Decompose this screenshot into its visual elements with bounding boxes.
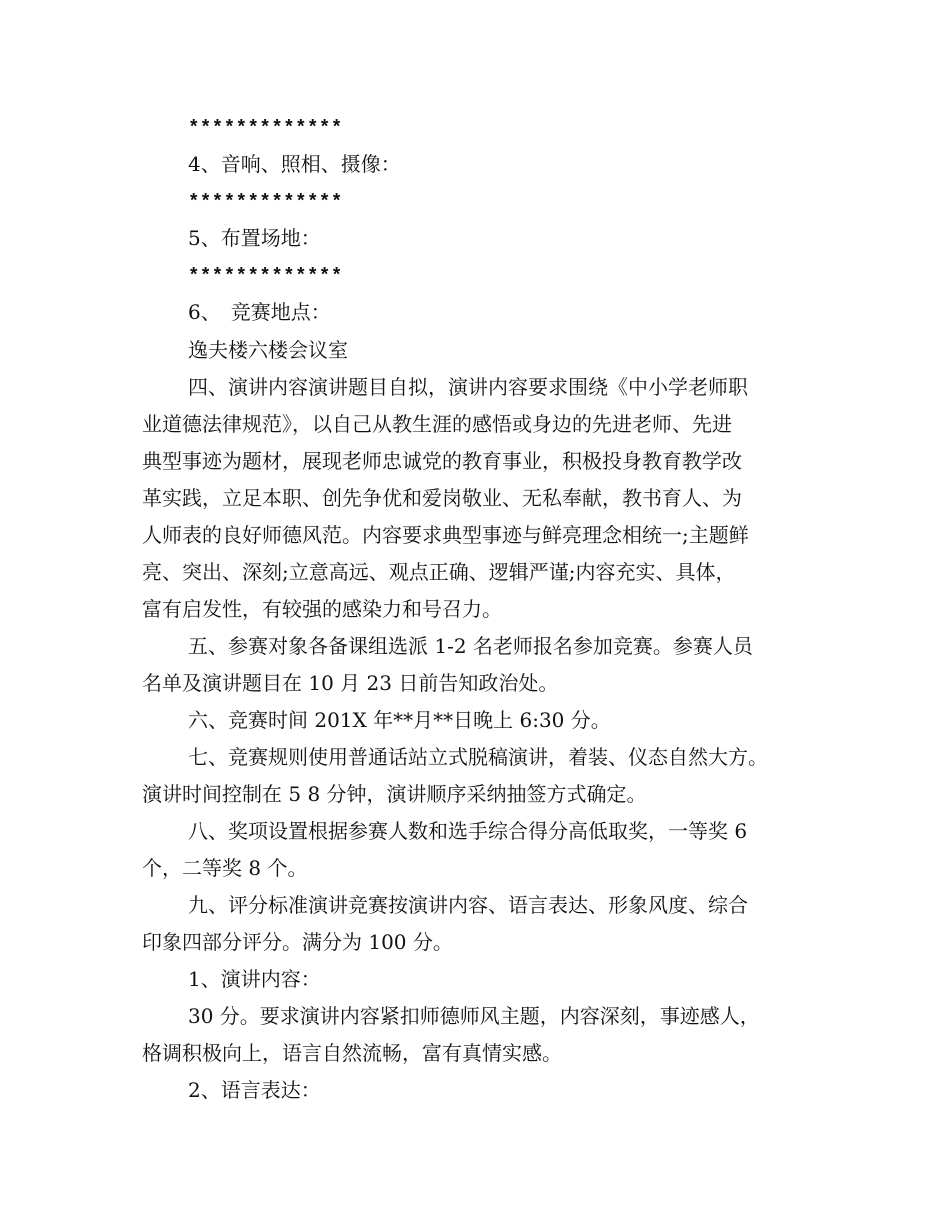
- subsection-1-line-1: 30 分。要求演讲内容紧扣师德师风主题，内容深刻，事迹感人，: [188, 1004, 760, 1028]
- section-4-line-2: 业道德法律规范》，以自己从教生涯的感悟或身边的先进老师、先进: [142, 412, 732, 436]
- list-item-audio-photo-video: 4、音响、照相、摄像：: [188, 152, 401, 176]
- list-item-location: 6、 竞赛地点：: [188, 300, 331, 324]
- section-4-line-1: 四、演讲内容演讲题目自拟，演讲内容要求围绕《中小学老师职: [188, 375, 748, 399]
- section-4-line-5: 人师表的良好师德风范。内容要求典型事迹与鲜亮理念相统一;主题鲜: [142, 523, 749, 547]
- section-8-line-2: 个，二等奖 8 个。: [142, 856, 308, 880]
- list-item-venue-setup: 5、布置场地：: [188, 226, 321, 250]
- placeholder-stars: *************: [188, 191, 343, 213]
- location-value: 逸夫楼六楼会议室: [188, 338, 348, 362]
- section-5-line-1: 五、参赛对象各备课组选派 1-2 名老师报名参加竞赛。参赛人员: [188, 634, 753, 658]
- section-4-line-3: 典型事迹为题材，展现老师忠诚党的教育事业，积极投身教育教学改: [142, 449, 742, 473]
- section-4-line-6: 亮、突出、深刻;立意高远、观点正确、逻辑严谨;内容充实、具体，: [142, 560, 736, 584]
- placeholder-stars: *************: [188, 265, 343, 287]
- section-7-line-1: 七、竞赛规则使用普通话站立式脱稿演讲，着装、仪态自然大方。: [188, 745, 768, 769]
- section-4-line-7: 富有启发性，有较强的感染力和号召力。: [142, 597, 502, 621]
- section-7-line-2: 演讲时间控制在 5 8 分钟，演讲顺序采纳抽签方式确定。: [142, 782, 647, 806]
- subsection-2-title: 2、语言表达：: [188, 1078, 321, 1102]
- section-6-line-1: 六、竞赛时间 201X 年**月**日晚上 6:30 分。: [188, 708, 611, 732]
- section-8-line-1: 八、奖项设置根据参赛人数和选手综合得分高低取奖，一等奖 6: [188, 819, 748, 843]
- section-9-line-2: 印象四部分评分。满分为 100 分。: [142, 930, 453, 954]
- section-4-line-4: 革实践，立足本职、创先争优和爱岗敬业、无私奉献，教书育人、为: [142, 486, 742, 510]
- subsection-1-line-2: 格调积极向上，语言自然流畅，富有真情实感。: [142, 1041, 562, 1065]
- placeholder-stars: *************: [188, 117, 343, 139]
- subsection-1-title: 1、演讲内容：: [188, 967, 321, 991]
- section-9-line-1: 九、评分标准演讲竞赛按演讲内容、语言表达、形象风度、综合: [188, 893, 748, 917]
- section-5-line-2: 名单及演讲题目在 10 月 23 日前告知政治处。: [142, 671, 559, 695]
